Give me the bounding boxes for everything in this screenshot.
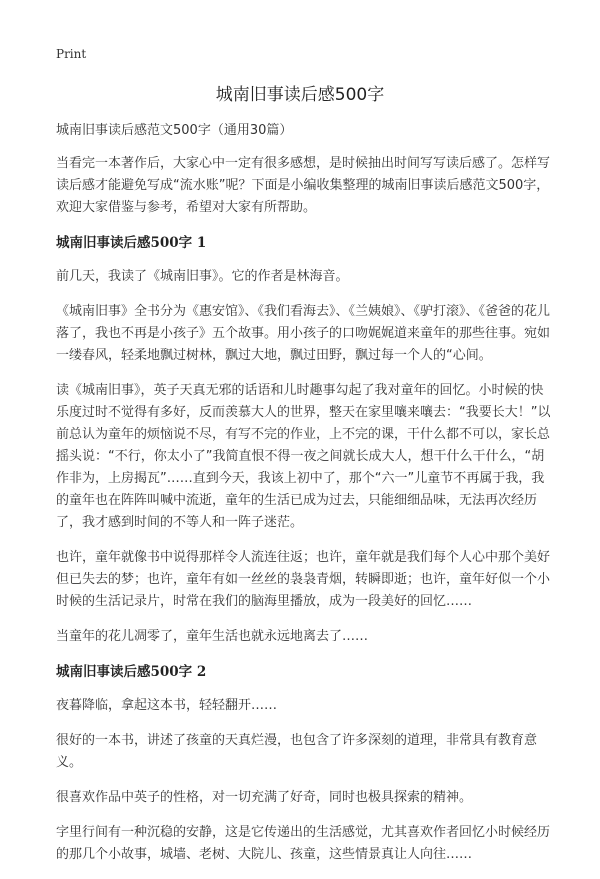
article-body xyxy=(56,120,556,879)
page-title: 城南旧事读后感500字 xyxy=(215,85,385,105)
paragraph: 当童年的花儿凋零了，童年生活也就永远地离去了…… xyxy=(56,629,369,644)
paragraph: 也许，童年就像书中说得那样令人流连往返；也许，童年就是我们每个人心中那个美好但已失去的梦；也许，童年有如一丝丝的袅袅青烟，转瞬即逝；也许，童年好似一个小时候的生活记录片，时常在我们的脑海里播放，成为一段美好的回忆…… xyxy=(56,550,551,609)
paragraph: 字里行间有一种沉稳的安静，这是它传递出的生活感觉，尤其喜欢作者回忆小时候经历的那几个小故事，城墙、老树、大院儿、孩童，这些情景真让人向往…… xyxy=(56,825,551,862)
paragraph: 前几天，我读了《城南旧事》。它的作者是林海音。 xyxy=(56,269,349,284)
paragraph: 《城南旧事》全书分为《惠安馆》、《我们看海去》、《兰姨娘》、《驴打滚》、《爸爸的花儿落了，我也不再是小孩子》五个故事。用小孩子的口吻娓娓道来童年的那些往事。宛如一缕春风，轻柔地飘过树林，飘过大地，飘过田野，飘过每一个人的“心间。 xyxy=(56,304,551,363)
paragraph: 很好的一本书，讲述了孩童的天真烂漫，也包含了许多深刻的道理，非常具有教育意义。 xyxy=(56,733,538,770)
paragraph: 很喜欢作品中英子的性格，对一切充满了好奇，同时也极具探索的精神。 xyxy=(56,790,473,805)
print-link[interactable]: Print xyxy=(56,47,87,61)
paragraph: 夜暮降临，拿起这本书，轻轻翻开…… xyxy=(56,698,278,713)
section-heading-1: 城南旧事读后感500字 1 xyxy=(56,235,207,251)
paragraph: 读《城南旧事》，英子天真无邪的话语和儿时趣事勾起了我对童年的回忆。小时候的快乐度过时不觉得有多好，反而羡慕大人的世界，整天在家里嚷来嚷去：“我要长大！”以前总认为童年的烦恼说不尽，有写不完的作业，上不完的课，干什么都不可以，家长总摇头说：“不行，你太小了”我简直恨不得一夜之间就长成大人，想干什么干什么，“胡作非为，上房揭瓦”……直到今天，我该上初中了，那个“六一”儿童节不再属于我，我的童年也在阵阵叫喊中流逝，童年的生活已成为过去，只能细细品味，无法再次经历了，我才感到时间的不等人和一阵子迷茫。 xyxy=(56,383,551,530)
intro-paragraph: 当看完一本著作后，大家心中一定有很多感想，是时候抽出时间写写读后感了。怎样写读后感才能避免写成“流水账”呢？下面是小编收集整理的城南旧事读后感范文500字，欢迎大家借鉴与参考，希望对大家有所帮助。 xyxy=(56,156,551,215)
section-heading-2: 城南旧事读后感500字 2 xyxy=(56,664,207,680)
article-subtitle: 城南旧事读后感范文500字（通用30篇） xyxy=(56,123,293,138)
